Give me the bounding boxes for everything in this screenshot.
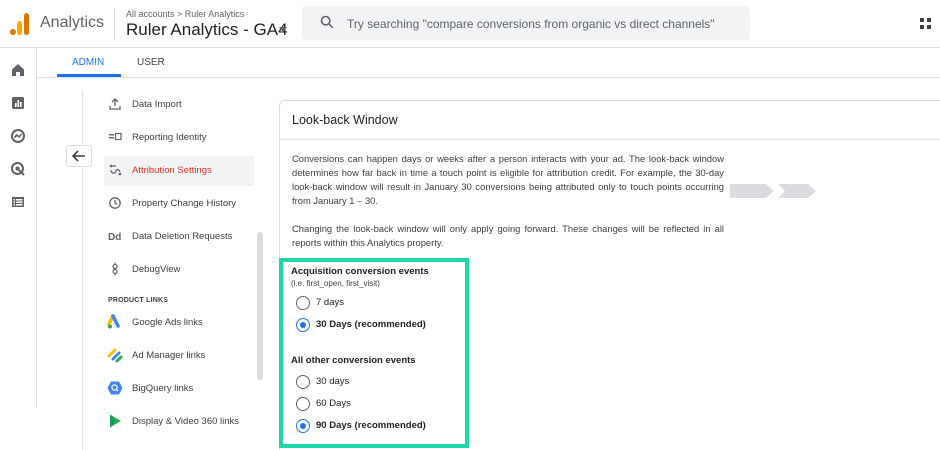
apps-grid-icon[interactable] <box>920 18 932 30</box>
tab-admin[interactable]: ADMIN <box>72 57 105 68</box>
app-name: Analytics <box>40 14 105 31</box>
nav-item-reporting-identity[interactable] <box>104 123 254 153</box>
tab-user[interactable]: USER <box>137 57 165 68</box>
search-bar[interactable] <box>302 6 750 40</box>
nav-label: Google Ads links <box>132 317 203 328</box>
nav-label: Ad Manager links <box>132 350 206 361</box>
svg-text:Dd: Dd <box>108 232 122 243</box>
rail-footer <box>0 408 45 450</box>
property-selector[interactable]: Ruler Analytics - GA4 <box>126 20 288 39</box>
nav-label: Data Deletion Requests <box>132 231 233 242</box>
google-ads-icon <box>107 314 123 330</box>
nav-item-ad-manager-links[interactable] <box>104 341 254 371</box>
nav-label: Data Import <box>132 99 182 110</box>
identity-icon <box>108 130 122 144</box>
dd-icon <box>108 229 122 243</box>
dv360-icon <box>107 413 123 429</box>
radio-label: 30 days <box>316 376 350 387</box>
bigquery-icon <box>107 380 123 396</box>
nav-label: Reporting Identity <box>132 132 207 143</box>
caret-down-icon[interactable] <box>279 27 287 32</box>
arrow-left-icon <box>67 146 91 166</box>
nav-label: Property Change History <box>132 198 237 209</box>
radio-label: 30 Days (recommended) <box>316 319 426 330</box>
left-rail <box>0 48 37 408</box>
other-events-title: All other conversion events <box>291 355 416 366</box>
nav-item-attribution-settings[interactable] <box>104 156 254 186</box>
nav-item-bigquery-links[interactable] <box>104 374 254 404</box>
radio-label: 60 Days <box>316 398 351 409</box>
product-links-heading: PRODUCT LINKS <box>108 297 169 304</box>
radio-button[interactable] <box>296 397 310 411</box>
search-icon <box>320 15 334 29</box>
nav-connector-line <box>82 90 83 450</box>
nav-item-property-change-history[interactable] <box>104 189 254 219</box>
acquisition-events-title: Acquisition conversion events <box>291 266 429 277</box>
radio-label: 90 Days (recommended) <box>316 420 426 431</box>
radio-button[interactable] <box>296 296 310 310</box>
card-divider <box>280 139 940 140</box>
card-title: Look-back Window <box>292 113 398 127</box>
nav-scrollbar[interactable] <box>257 232 263 380</box>
admin-tabs <box>37 48 940 78</box>
explore-icon[interactable] <box>10 128 26 144</box>
nav-item-debugview[interactable] <box>104 255 254 285</box>
ad-manager-icon <box>107 347 123 363</box>
acquisition-events-subtitle: (i.e. first_open, first_visit) <box>291 279 380 288</box>
lookback-notice: Changing the look-back window will only apply going forward. These changes will be reflected in all reports within this Analytics property. <box>292 223 724 248</box>
debug-icon <box>108 262 122 276</box>
home-icon[interactable] <box>10 62 26 78</box>
advertising-icon[interactable] <box>10 161 26 177</box>
analytics-logo-icon[interactable] <box>10 11 32 35</box>
nav-label: BigQuery links <box>132 383 194 394</box>
nav-label: DebugView <box>132 264 181 275</box>
list-icon[interactable] <box>10 194 26 210</box>
radio-button[interactable] <box>296 375 310 389</box>
nav-item-data-deletion-requests[interactable] <box>104 222 254 252</box>
chevrons-icon <box>730 183 820 199</box>
active-tab-indicator <box>57 74 121 77</box>
history-icon <box>108 196 122 210</box>
radio-button-selected[interactable] <box>296 318 310 332</box>
nav-item-data-import[interactable] <box>104 90 254 120</box>
attribution-icon <box>108 163 122 177</box>
breadcrumb[interactable]: All accounts > Ruler Analytics <box>126 9 245 19</box>
nav-item-google-ads-links[interactable] <box>104 308 254 338</box>
search-input[interactable]: Try searching "compare conversions from organic vs direct channels" <box>347 17 715 31</box>
nav-item-dv360-links[interactable] <box>104 407 254 437</box>
radio-button-selected[interactable] <box>296 419 310 433</box>
upload-icon <box>108 97 122 111</box>
top-bar <box>0 0 940 48</box>
lookback-description: Conversions can happen days or weeks after a person interacts with your ad. The look-back window determines how far back in time a touch point is eligible for attribution credit. For example, the 30-day look-back window will result in January 30 conversions being attributed only to touch points occurring from January 1 – 30. <box>292 153 724 206</box>
nav-label: Attribution Settings <box>132 165 212 176</box>
nav-label: Display & Video 360 links <box>132 416 240 427</box>
reports-icon[interactable] <box>10 95 26 111</box>
radio-label: 7 days <box>316 297 344 308</box>
header-divider <box>114 8 115 40</box>
collapse-nav-button[interactable] <box>66 145 92 167</box>
